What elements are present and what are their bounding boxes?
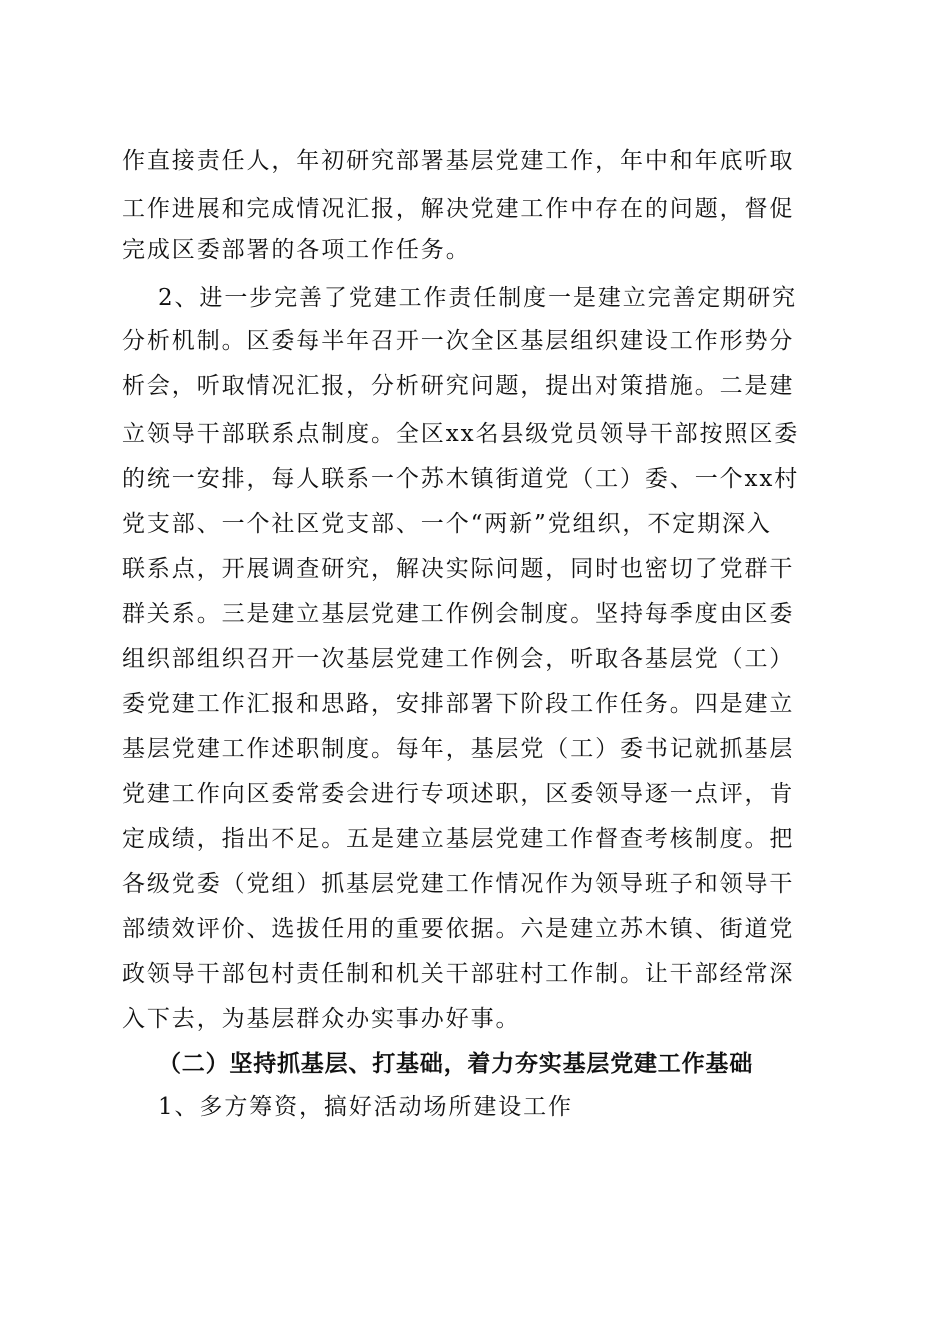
paragraph-line: 定成绩，指出不足。五是建立基层党建工作督查考核制度。把 (122, 826, 795, 852)
paragraph-line: 联系点，开展调查研究，解决实际问题，同时也密切了党群干 (122, 556, 795, 582)
section-heading: （二）坚持抓基层、打基础，着力夯实基层党建工作基础 (158, 1050, 753, 1077)
paragraph-line: 群关系。三是建立基层党建工作例会制度。坚持每季度由区委 (122, 601, 795, 627)
paragraph-line: 立领导干部联系点制度。全区xx名县级党员领导干部按照区委 (122, 421, 800, 447)
paragraph-line: 工作进展和完成情况汇报，解决党建工作中存在的问题，督促 (122, 196, 795, 222)
paragraph-line: 党建工作向区委常委会进行专项述职，区委领导逐一点评，肯 (122, 781, 795, 807)
paragraph-line: 部绩效评价、选拔任用的重要依据。六是建立苏木镇、街道党 (122, 916, 795, 942)
paragraph-line: 入下去，为基层群众办实事办好事。 (122, 1006, 521, 1032)
paragraph-line: 作直接责任人，年初研究部署基层党建工作，年中和年底听取 (122, 148, 795, 174)
subsection-line: 1、多方筹资，搞好活动场所建设工作 (158, 1094, 573, 1120)
paragraph-line: 的统一安排，每人联系一个苏木镇街道党（工）委、一个xx村 (122, 466, 800, 492)
paragraph-line: 党支部、一个社区党支部、一个“两新”党组织，不定期深入 (122, 511, 772, 537)
paragraph-line: 析会，听取情况汇报，分析研究问题，提出对策措施。二是建 (122, 373, 795, 399)
paragraph-line: 2、进一步完善了党建工作责任制度一是建立完善定期研究 (158, 285, 798, 311)
paragraph-line: 各级党委（党组）抓基层党建工作情况作为领导班子和领导干 (122, 871, 795, 897)
paragraph-line: 政领导干部包村责任制和机关干部驻村工作制。让干部经常深 (122, 961, 795, 987)
paragraph-line: 委党建工作汇报和思路，安排部署下阶段工作任务。四是建立 (122, 691, 795, 717)
paragraph-line: 完成区委部署的各项工作任务。 (122, 237, 471, 263)
paragraph-line: 分析机制。区委每半年召开一次全区基层组织建设工作形势分 (122, 328, 795, 354)
paragraph-line: 组织部组织召开一次基层党建工作例会，听取各基层党（工） (122, 646, 795, 672)
paragraph-line: 基层党建工作述职制度。每年，基层党（工）委书记就抓基层 (122, 736, 795, 762)
